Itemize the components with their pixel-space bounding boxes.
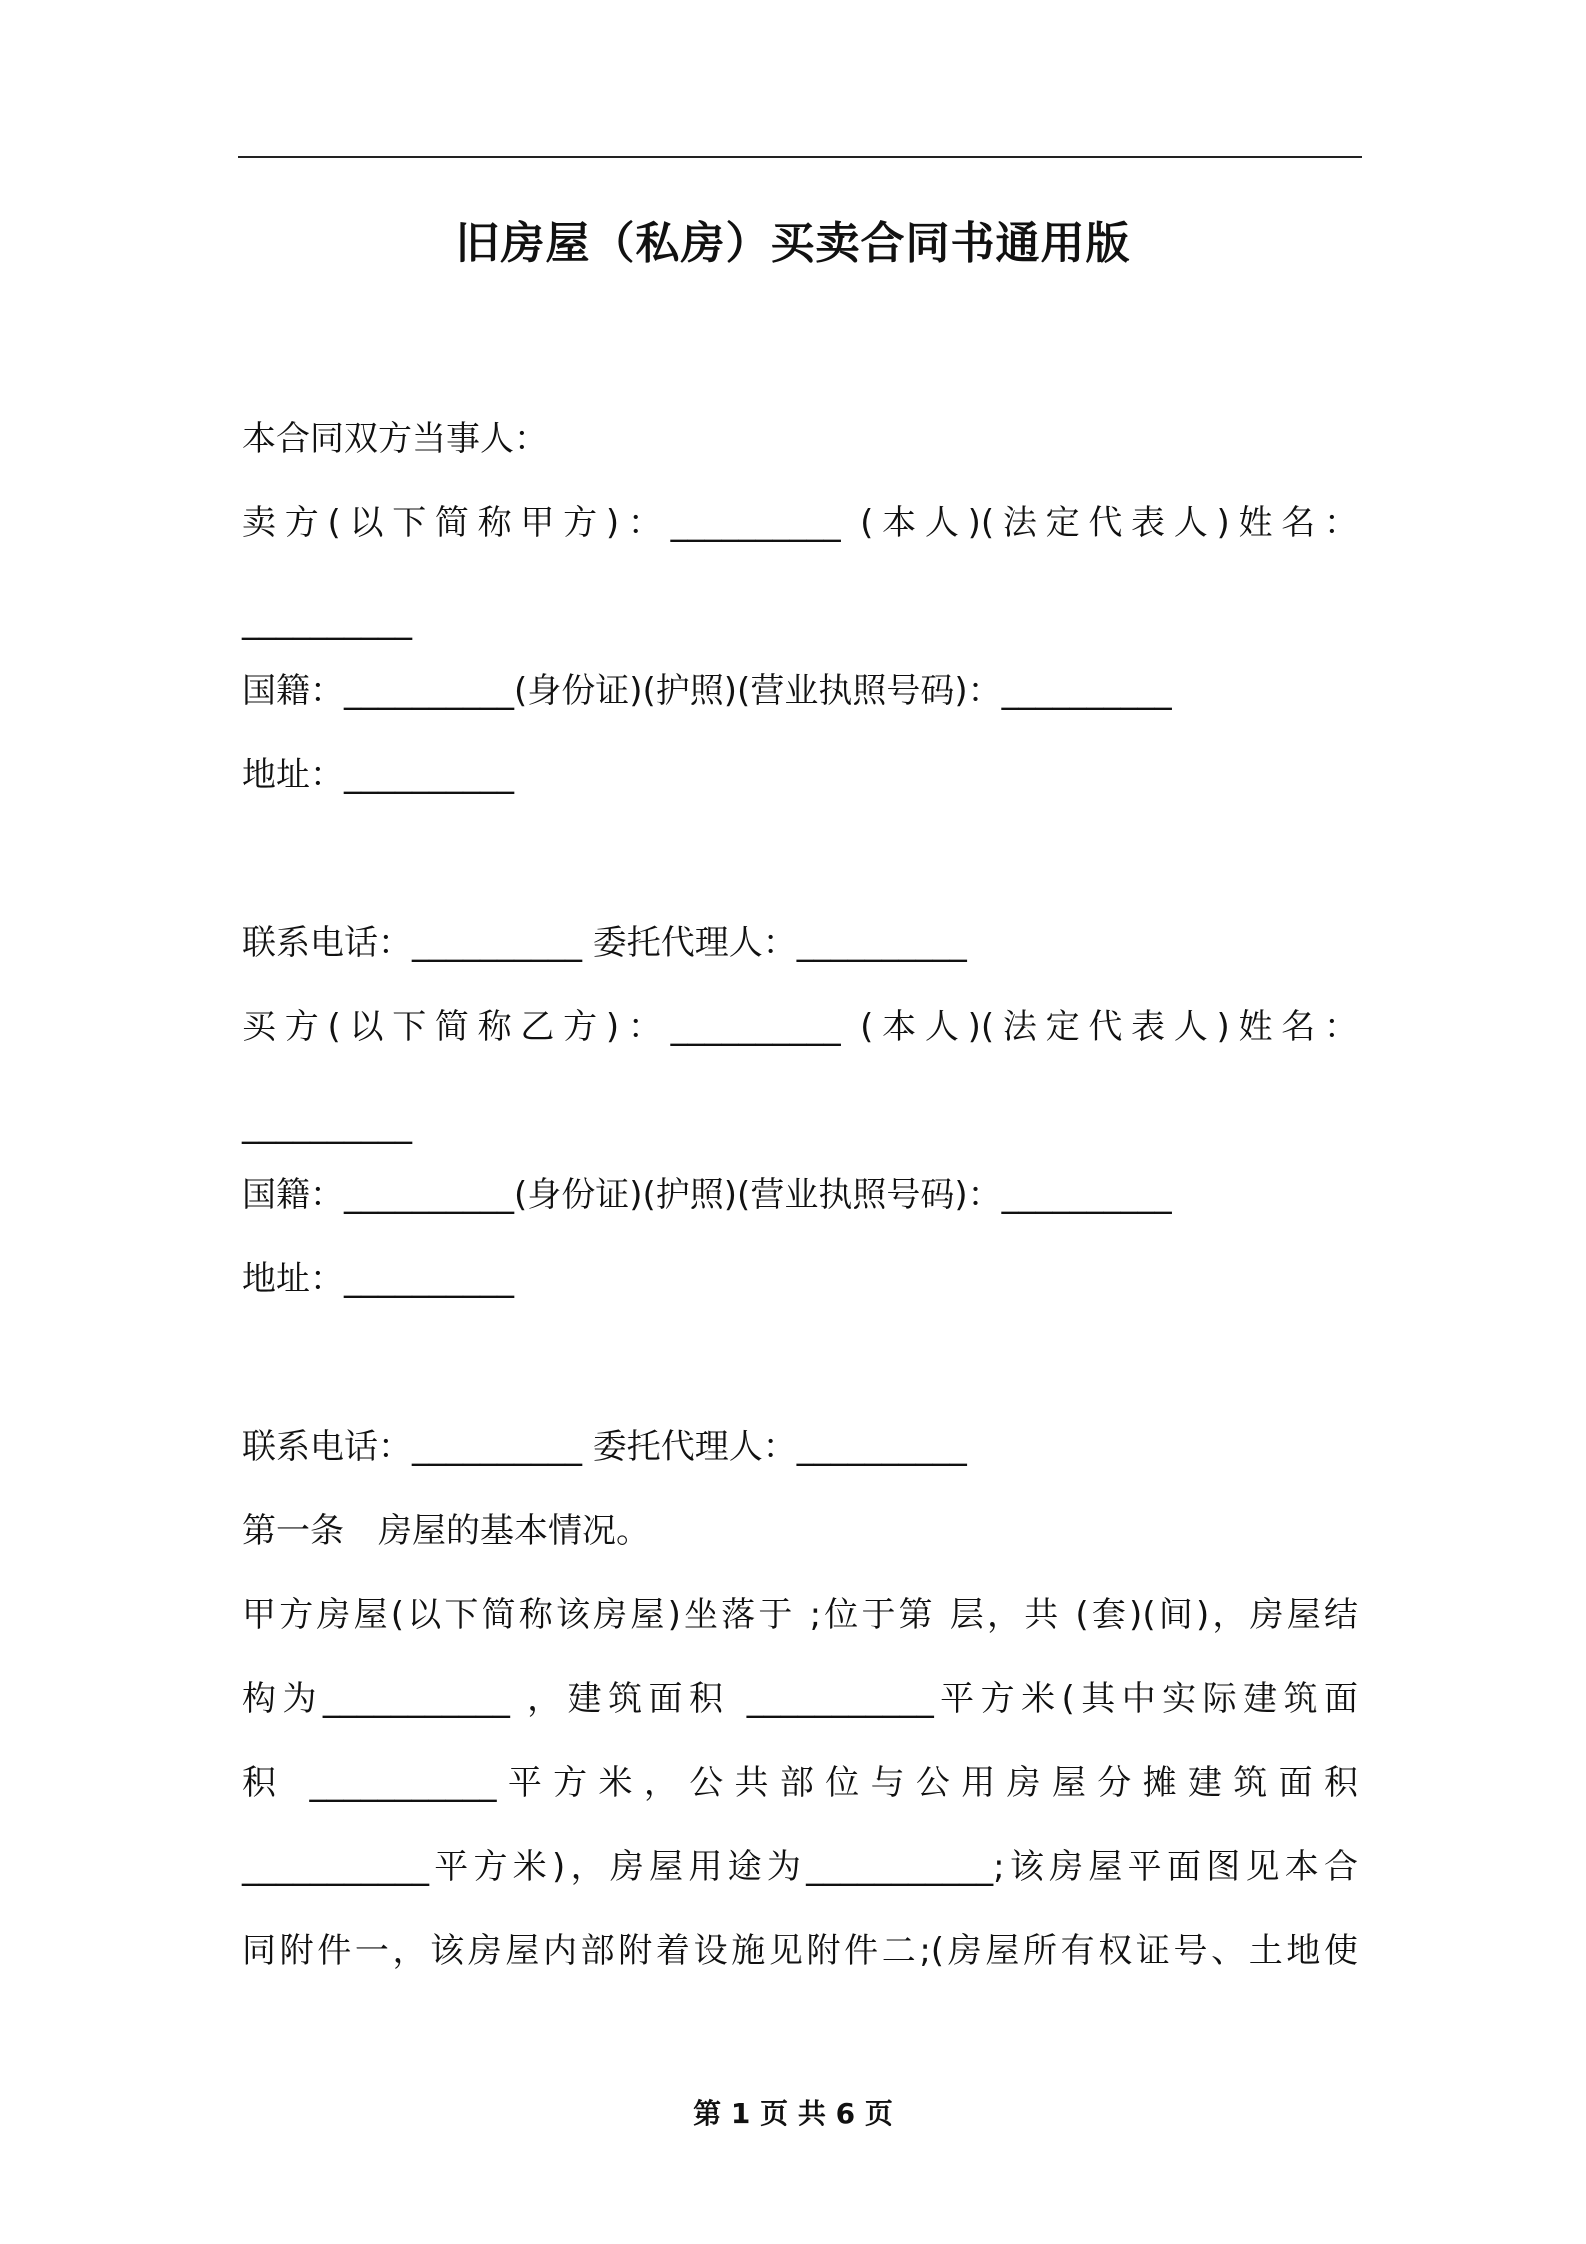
article-1-line-2: 构为___________ ，建筑面积 ___________平方米(其中实际建筑面 xyxy=(242,1679,1358,1719)
buyer-address-line: 地址：__________ xyxy=(242,1259,514,1299)
seller-contact-line: 联系电话：__________ 委托代理人：__________ xyxy=(242,923,967,963)
seller-address-line: 地址：__________ xyxy=(242,755,514,795)
article-1-line-4: ___________平方米)，房屋用途为___________;该房屋平面图见本合 xyxy=(242,1847,1358,1887)
header-rule xyxy=(238,156,1362,158)
article-1-heading: 第一条 房屋的基本情况。 xyxy=(242,1511,650,1551)
seller-name-blank: __________ xyxy=(242,601,412,641)
article-1-line-1: 甲方房屋(以下简称该房屋)坐落于 ;位于第 层，共 (套)(间)，房屋结 xyxy=(242,1595,1358,1635)
document-title: 旧房屋（私房）买卖合同书通用版 xyxy=(455,218,1131,269)
buyer-name-line: 买方(以下简称乙方)：__________ (本人)(法定代表人)姓名： xyxy=(242,1007,1358,1047)
article-1-line-3: 积 ___________平方米，公共部位与公用房屋分摊建筑面积 xyxy=(242,1763,1358,1803)
buyer-name-blank: __________ xyxy=(242,1105,412,1145)
parties-intro: 本合同双方当事人： xyxy=(242,419,548,459)
page-number: 第 1 页 共 6 页 xyxy=(693,2097,893,2130)
article-1-line-5: 同附件一，该房屋内部附着设施见附件二;(房屋所有权证号、土地使 xyxy=(242,1931,1358,1971)
buyer-contact-line: 联系电话：__________ 委托代理人：__________ xyxy=(242,1427,967,1467)
seller-name-line: 卖方(以下简称甲方)：__________ (本人)(法定代表人)姓名： xyxy=(242,503,1358,543)
seller-nationality-line: 国籍：__________(身份证)(护照)(营业执照号码)：__________ xyxy=(242,671,1172,711)
buyer-nationality-line: 国籍：__________(身份证)(护照)(营业执照号码)：__________ xyxy=(242,1175,1172,1215)
